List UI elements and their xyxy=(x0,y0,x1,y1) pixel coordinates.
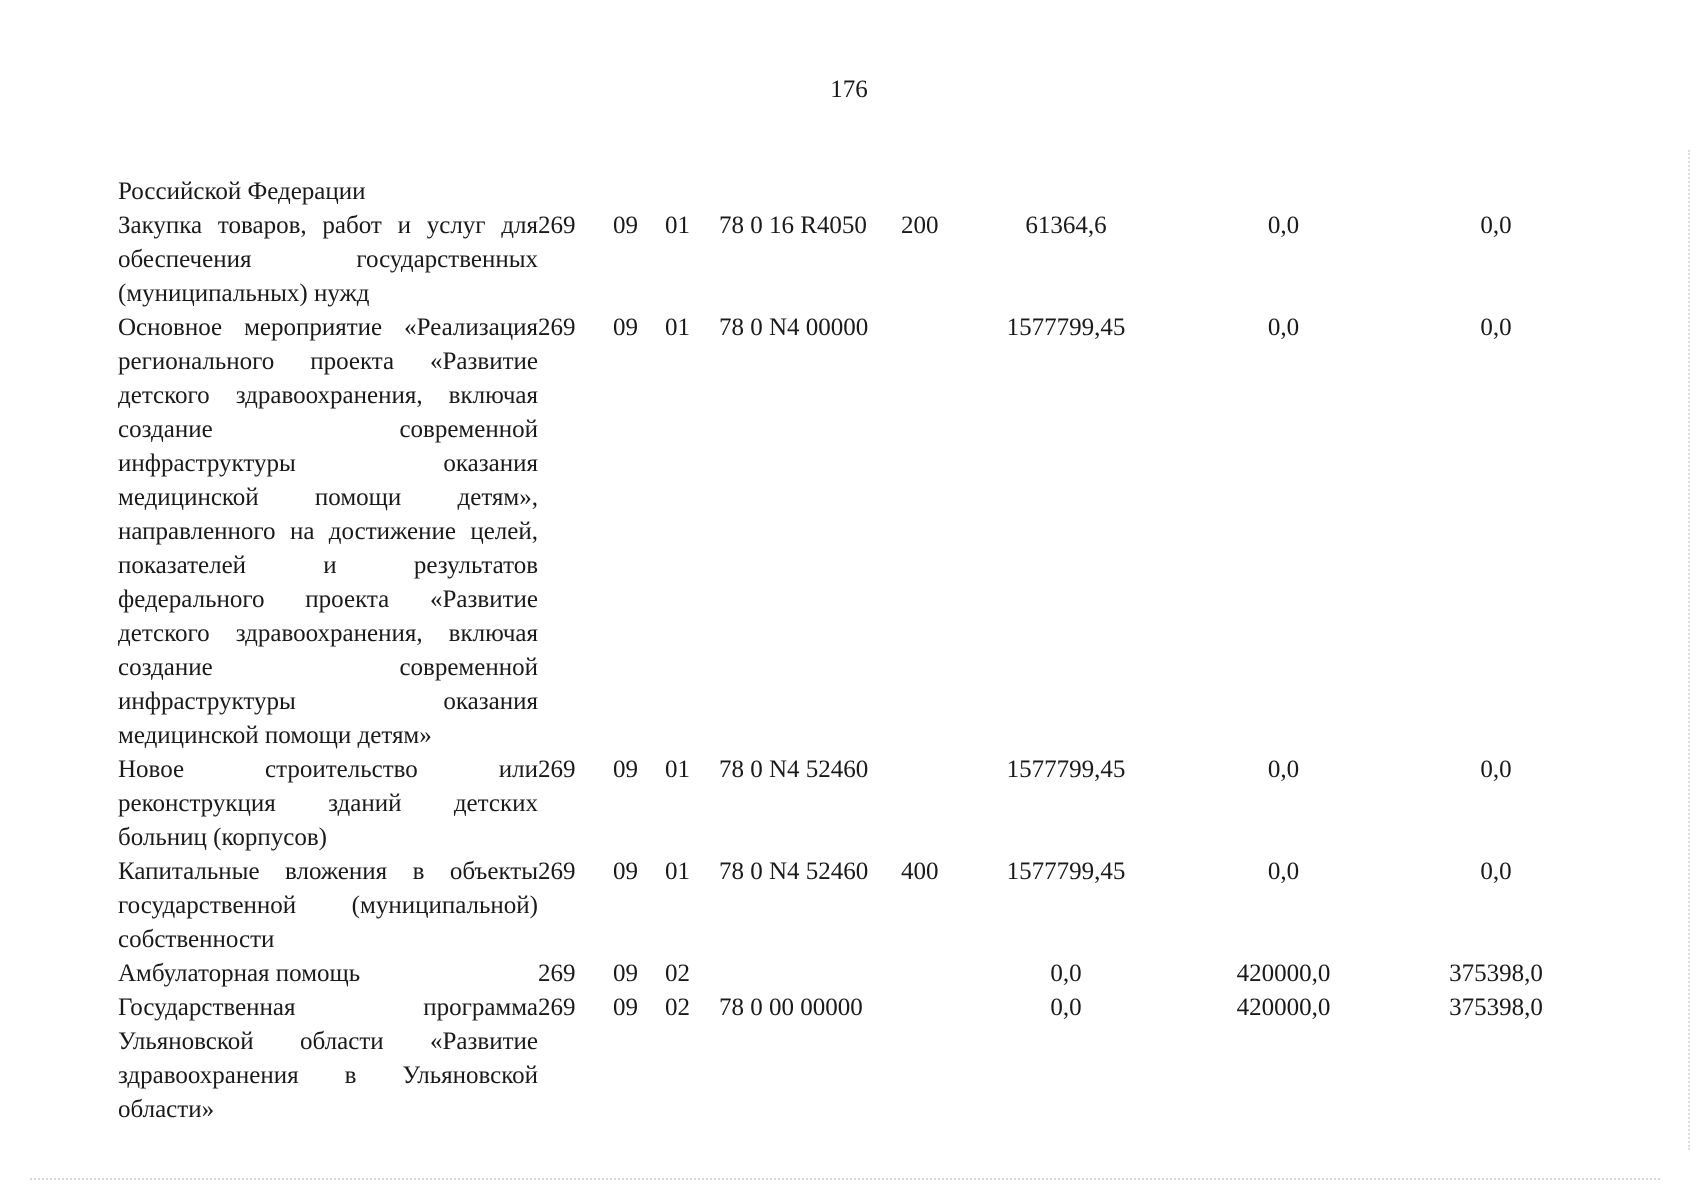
row-amount-year-2: 0,0 xyxy=(1267,756,1300,783)
row-gr-code: 269 xyxy=(538,994,576,1021)
budget-table xyxy=(118,175,1601,1127)
row-expense-type-code xyxy=(901,957,956,991)
row-section-code: 09 xyxy=(613,960,638,987)
row-amount-year-1: 0,0 xyxy=(1050,960,1082,987)
row-section-code: 09 xyxy=(613,314,638,341)
row-gr-code: 269 xyxy=(538,756,576,783)
table-row xyxy=(118,991,1601,1127)
row-target-code: 78 0 N4 52460 xyxy=(719,756,869,783)
row-section-code: 09 xyxy=(613,858,638,885)
row-target-code: 78 0 N4 52460 xyxy=(719,858,869,885)
row-amount-year-3: 0,0 xyxy=(1480,314,1512,341)
row-section-code: 09 xyxy=(613,994,638,1021)
row-target-code xyxy=(719,175,901,209)
row-name: Новое строительство или реконструкция зданий детских больниц (корпусов) xyxy=(118,756,538,851)
row-amount-year-2: 0,0 xyxy=(1267,858,1300,885)
row-subsection-code: 01 xyxy=(665,212,690,239)
row-subsection-code: 01 xyxy=(665,756,690,783)
scan-edge-bottom xyxy=(30,1178,1660,1180)
row-amount-year-1: 1577799,45 xyxy=(1006,858,1126,885)
row-name: Государственная программа Ульяновской области «Развитие здравоохранения в Ульяновской области» xyxy=(118,994,538,1123)
row-gr-code xyxy=(538,175,613,209)
row-expense-type-code xyxy=(901,991,956,1127)
row-name: Российской Федерации xyxy=(118,178,366,205)
row-target-code: 78 0 N4 00000 xyxy=(719,314,869,341)
row-gr-code: 269 xyxy=(538,960,576,987)
table-row xyxy=(118,175,1601,209)
row-expense-type-code: 400 xyxy=(901,858,939,885)
row-amount-year-1 xyxy=(956,175,1176,209)
row-amount-year-3: 375398,0 xyxy=(1449,960,1543,987)
row-gr-code: 269 xyxy=(538,314,576,341)
table-row xyxy=(118,311,1601,753)
row-expense-type-code: 200 xyxy=(901,212,939,239)
row-name: Амбулаторная помощь xyxy=(118,960,361,987)
row-section-code: 09 xyxy=(613,212,638,239)
table-row xyxy=(118,957,1601,991)
scan-edge-right xyxy=(1688,150,1690,1150)
row-amount-year-1: 1577799,45 xyxy=(1006,314,1126,341)
row-amount-year-2: 0,0 xyxy=(1267,314,1300,341)
row-amount-year-2: 420000,0 xyxy=(1236,994,1331,1021)
row-name: Закупка товаров, работ и услуг для обеспечения государственных (муниципальных) нужд xyxy=(118,212,538,307)
row-amount-year-3: 375398,0 xyxy=(1449,994,1543,1021)
row-expense-type-code xyxy=(901,311,956,753)
table-body xyxy=(118,175,1601,1127)
row-amount-year-1: 1577799,45 xyxy=(1006,756,1126,783)
row-amount-year-2: 420000,0 xyxy=(1236,960,1331,987)
row-target-code: 78 0 16 R4050 xyxy=(719,212,867,239)
page-number: 176 xyxy=(830,76,868,103)
row-target-code xyxy=(719,957,901,991)
row-subsection-code xyxy=(665,175,719,209)
row-expense-type-code xyxy=(901,175,956,209)
row-gr-code: 269 xyxy=(538,212,576,239)
row-amount-year-2 xyxy=(1176,175,1391,209)
row-subsection-code: 01 xyxy=(665,314,690,341)
table-row xyxy=(118,855,1601,957)
row-subsection-code: 02 xyxy=(665,994,690,1021)
row-expense-type-code xyxy=(901,753,956,855)
row-gr-code: 269 xyxy=(538,858,576,885)
row-amount-year-3: 0,0 xyxy=(1480,756,1512,783)
row-amount-year-3: 0,0 xyxy=(1480,212,1512,239)
row-name: Капитальные вложения в объекты государственной (муниципальной) собственности xyxy=(118,858,538,953)
table-row xyxy=(118,753,1601,855)
row-subsection-code: 02 xyxy=(665,960,690,987)
table-row xyxy=(118,209,1601,311)
row-amount-year-3: 0,0 xyxy=(1480,858,1512,885)
row-amount-year-1: 61364,6 xyxy=(1025,212,1107,239)
row-amount-year-1: 0,0 xyxy=(1050,994,1082,1021)
row-amount-year-3 xyxy=(1391,175,1601,209)
row-section-code xyxy=(613,175,665,209)
row-section-code: 09 xyxy=(613,756,638,783)
row-target-code: 78 0 00 00000 xyxy=(719,994,863,1021)
row-name: Основное мероприятие «Реализация регионального проекта «Развитие детского здравоохранения, включая создание современной инфраструктуры оказания медицинской помощи детям», направленного на достижение целей, показателей и результатов федерального проекта «Развитие детского здравоохранения, включая создание современной инфраструктуры оказания медицинской помощи детям» xyxy=(118,314,538,749)
row-amount-year-2: 0,0 xyxy=(1267,212,1300,239)
row-subsection-code: 01 xyxy=(665,858,690,885)
